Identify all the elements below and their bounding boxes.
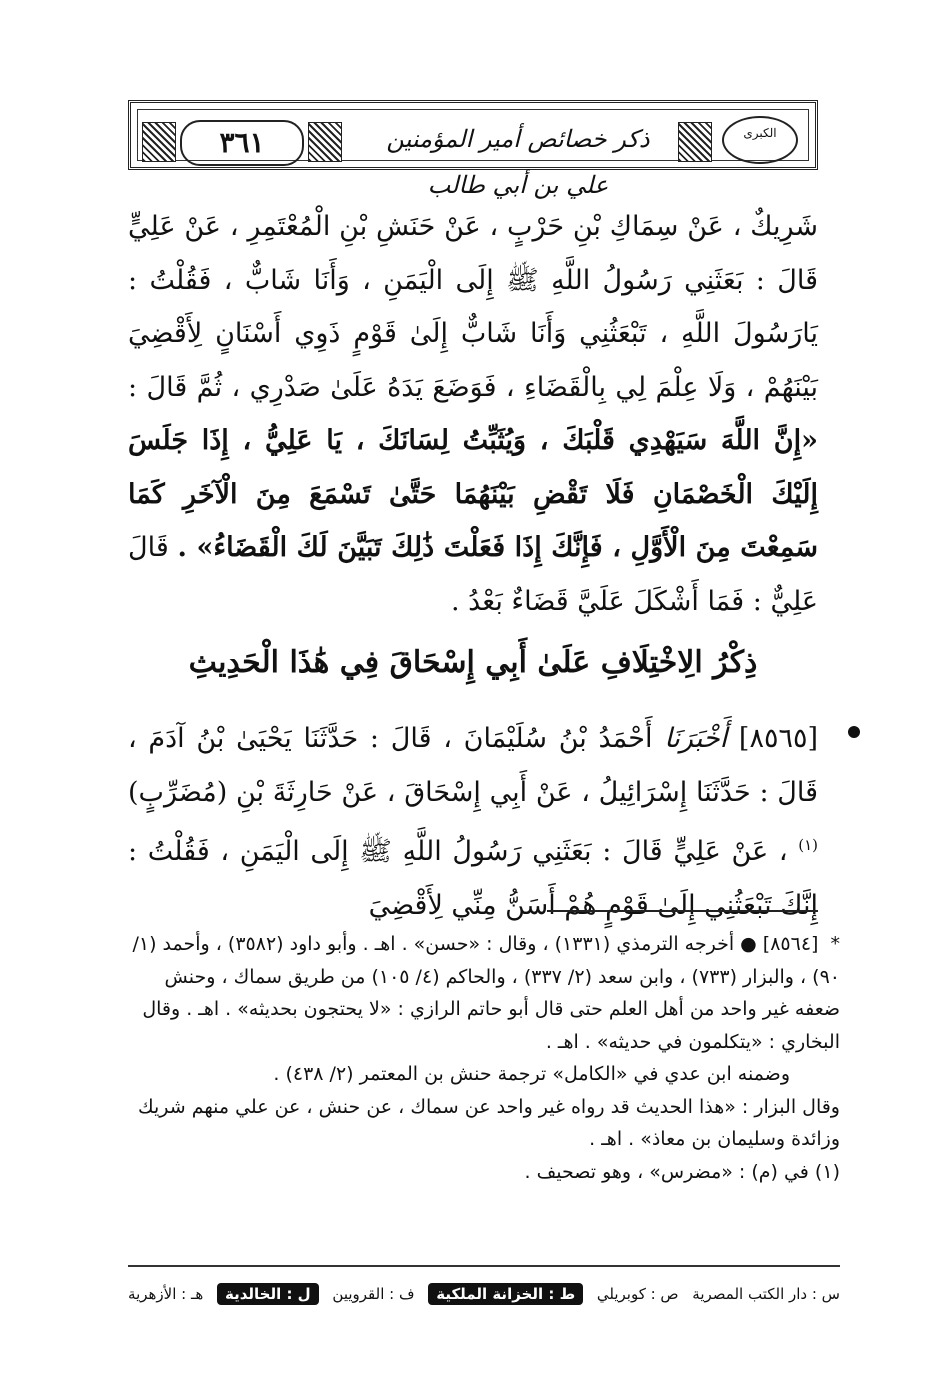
siglum-item-boxed: ط : الخزانة الملكية — [428, 1283, 583, 1305]
notes-section — [128, 928, 840, 1188]
main-text — [128, 200, 818, 628]
siglum-item: س : دار الكتب المصرية — [692, 1285, 840, 1303]
footnote-ref[interactable]: (١) — [798, 836, 818, 854]
ornament-mid-right-icon — [678, 122, 712, 162]
hadith-number: [٨٥٦٥] — [738, 723, 818, 754]
paragraph-1-start: شَرِيكٌ ، عَنْ سِمَاكِ بْنِ حَرْبٍ ، عَنْ حَنَشِ بْنِ الْمُعْتَمِرِ ، عَنْ عَلِيٍّ قَالَ : بَعَثَنِي رَسُولُ اللَّهِ ﷺ إِلَى الْيَمَنِ ، وَأَنَا شَابٌّ ، فَقُلْتُ : يَارَسُولَ اللَّهِ ، تَبْعَثُنِي وَأَنَا شَابٌّ إِلَىٰ قَوْمٍ ذَوِي أَسْنَانٍ لِأَقْضِيَ بَيْنَهُمْ ، وَلَا عِلْمَ لِي بِالْقَضَاءِ ، فَوَضَعَ يَدَهُ عَلَىٰ صَدْرِي ، ثُمَّ قَالَ : — [128, 211, 818, 403]
note-2: وضمنه ابن عدي في «الكامل» ترجمة حنش بن المعتمر (٢/ ٤٣٨) . — [273, 1063, 790, 1085]
manuscript-sigla — [128, 1278, 840, 1310]
note-ref: [٨٥٦٤] — [762, 933, 819, 955]
running-title: ذكر خصائص أمير المؤمنين علي بن أبي طالب — [386, 125, 650, 199]
publisher-logo: الكبرى — [722, 116, 798, 164]
note-1-text: ● أخرجه الترمذي (١٣٣١) ، وقال : «حسن» . اهـ . وأبو داود (٣٥٨٢) ، وأحمد (١/ ٩٠) ، والبزار (٧٣٣) ، وابن سعد (٢/ ٣٣٧) ، والحاكم (٤/ ١٠٥) من طريق سماك ، وحنش ضعفه غير واحد من أهل العلم حتى قال أبو حاتم الرازي : «لا يحتجون بحديثه» . اهـ . وقال البخاري : «يتكلمون في حديثه» . اهـ . — [132, 933, 840, 1053]
siglum-item: هـ : الأزهرية — [128, 1285, 204, 1303]
page-number: ٣٦١ — [180, 120, 304, 166]
hadith-text-continued: ، عَنْ عَلِيٍّ قَالَ : بَعَثَنِي رَسُولُ اللَّهِ ﷺ إِلَى الْيَمَنِ ، فَقُلْتُ : إِنَّكَ تَبْعَثُنِي إِلَىٰ قَوْمٍ هُمْ أَسَنُّ مِنِّي لِأَقْضِيَ — [128, 836, 818, 921]
section-heading: ذِكْرُ الِاخْتِلَافِ عَلَىٰ أَبِي إِسْحَاقَ فِي هَٰذَا الْحَدِيثِ — [188, 645, 758, 680]
hadith-text: أَحْمَدُ بْنُ سُلَيْمَانَ ، قَالَ : حَدَّثَنَا يَحْيَىٰ بْنُ آدَمَ ، قَالَ : حَدَّثَنَا إِسْرَائِيلُ ، عَنْ أَبِي إِسْحَاقَ ، عَنْ حَارِثَةَ بْنِ (مُضَرِّبٍ) — [128, 723, 818, 808]
ikhbar-word: أَخْبَرَنَا — [664, 723, 728, 754]
siglum-item: ص : كوبريلي — [596, 1285, 679, 1303]
prophet-quote: «إِنَّ اللَّهَ سَيَهْدِي قَلْبَكَ ، وَيُثَبِّتُ لِسَانَكَ ، يَا عَلِيُّ ، إِذَا جَلَسَ إِلَيْكَ الْخَصْمَانِ فَلَا تَقْضِ بَيْنَهُمَا حَتَّىٰ تَسْمَعَ مِنَ الْآخَرِ كَمَا سَمِعْتَ مِنَ الْأَوَّلِ ، فَإِنَّكَ إِذَا فَعَلْتَ ذَٰلِكَ تَبَيَّنَ لَكَ الْقَضَاءُ» . — [128, 425, 818, 563]
note-star: * — [830, 933, 840, 955]
footnote-1: (١) في (م) : «مضرس» ، وهو تصحيف . — [524, 1160, 840, 1183]
page-header — [128, 100, 818, 199]
siglum-item: ف : القرويين — [332, 1285, 415, 1303]
note-1 — [128, 928, 840, 1058]
ornament-mid-left-icon — [308, 122, 342, 162]
header-inner-frame — [137, 109, 809, 199]
ornament-left-icon — [142, 122, 176, 162]
bottom-rule — [128, 1265, 840, 1267]
bullet-icon — [848, 726, 860, 738]
hadith-8565 — [128, 712, 818, 932]
note-3: وقال البزار : «هذا الحديث قد رواه غير واحد عن سماك ، عن حنش ، عن علي منهم شريك وزائدة وسليمان بن معاذ» . اهـ . — [137, 1095, 840, 1150]
paragraph-1 — [128, 200, 818, 628]
paragraph-1-end: قَالَ عَلِيٌّ : فَمَا أَشْكَلَ عَلَيَّ قَضَاءٌ بَعْدُ . — [128, 532, 818, 617]
footnote-separator — [547, 910, 818, 912]
siglum-item-boxed: ل : الخالدية — [217, 1283, 319, 1305]
